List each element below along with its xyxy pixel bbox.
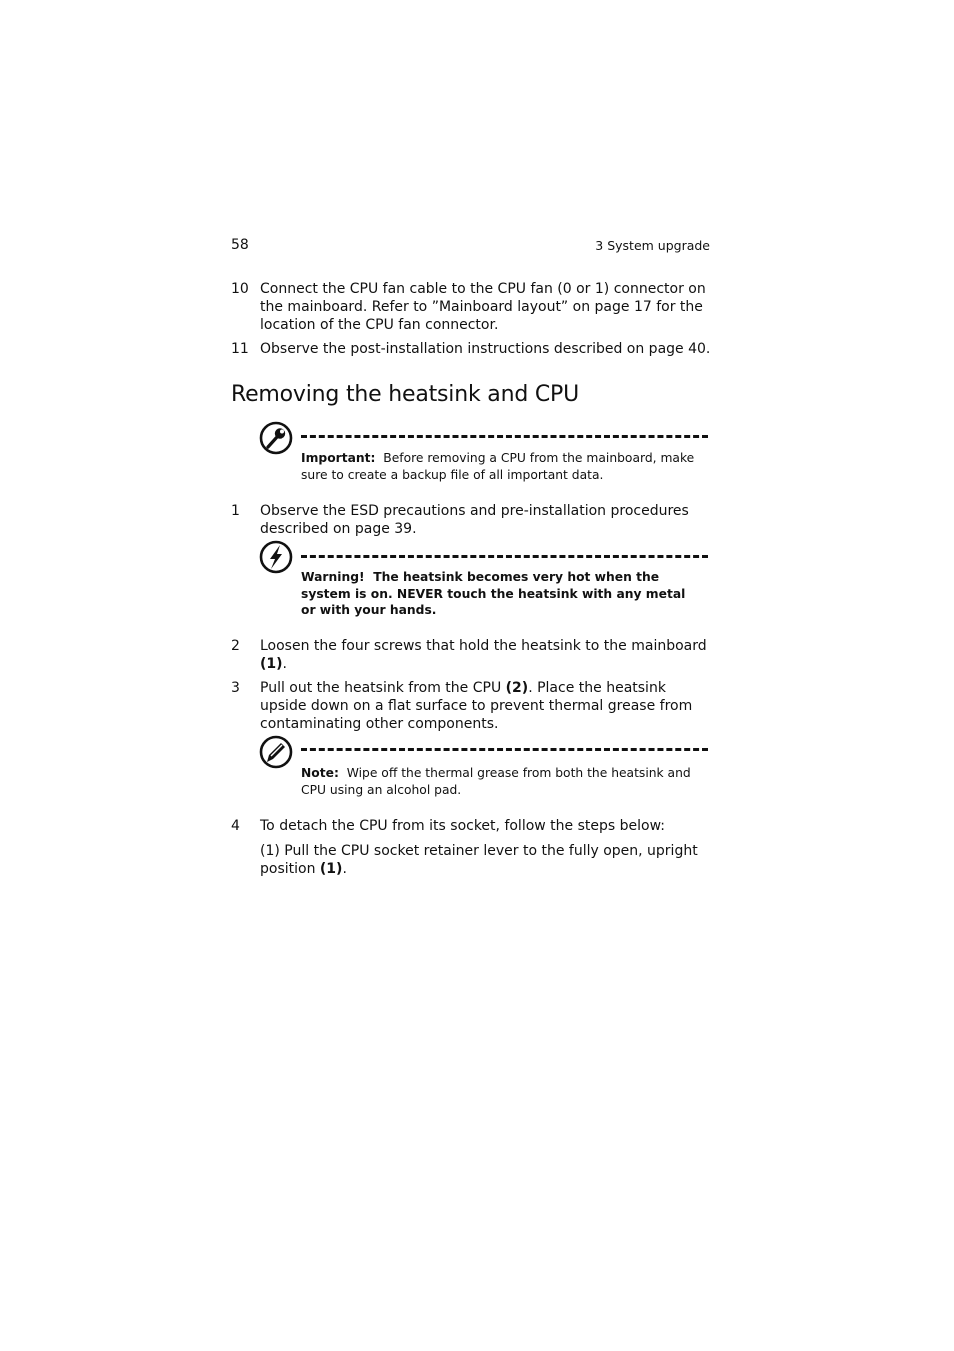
notice-divider: [301, 748, 708, 751]
step-text: Observe the ESD precautions and pre-installation procedures described on page 39.: [260, 503, 689, 537]
step-number: 11: [231, 341, 249, 357]
list-item: [231, 637, 711, 673]
note-text: Wipe off the thermal grease from both the heatsink and CPU using an alcohol pad.: [301, 766, 691, 797]
important-notice: [301, 450, 701, 483]
callout-ref: (1): [260, 656, 283, 672]
step-number: 3: [231, 680, 240, 696]
notice-divider: [301, 435, 708, 438]
step-text: Pull out the heatsink from the CPU (2). Place the heatsink upside down on a flat surface to prevent thermal grease from contaminating other components.: [260, 680, 693, 732]
step-number: 4: [231, 818, 240, 834]
notice-divider: [301, 555, 708, 558]
step-number: 1: [231, 503, 240, 519]
lightning-icon: [259, 540, 293, 574]
list-item: [231, 817, 711, 835]
note-label: Note:: [301, 766, 339, 780]
step-number: 10: [231, 281, 249, 297]
wrench-icon: [259, 421, 293, 455]
step-text: To detach the CPU from its socket, follow the steps below:: [260, 818, 665, 834]
step-text: Loosen the four screws that hold the heatsink to the mainboard (1).: [260, 638, 707, 672]
step-text: Observe the post-installation instructions described on page 40.: [260, 341, 711, 357]
step-text: Connect the CPU fan cable to the CPU fan (0 or 1) connector on the mainboard. Refer to ”Mainboard layout” on page 17 for the location of the CPU fan connector.: [260, 281, 706, 333]
section-title: Removing the heatsink and CPU: [231, 382, 580, 407]
warning-text: The heatsink becomes very hot when the system is on. NEVER touch the heatsink with any metal or with your hands.: [301, 570, 686, 617]
list-item: [231, 340, 711, 358]
note-notice: [301, 765, 701, 798]
callout-ref: (2): [505, 680, 529, 696]
sub-step: [231, 842, 711, 878]
step-number: 2: [231, 638, 240, 654]
list-item: [231, 502, 711, 538]
callout-ref: (1): [319, 861, 343, 877]
important-text: Before removing a CPU from the mainboard, make sure to create a backup file of all important data.: [301, 451, 695, 482]
warning-label: Warning!: [301, 570, 365, 584]
page-number: 58: [231, 237, 249, 253]
list-item: [231, 679, 711, 733]
important-label: Important:: [301, 451, 376, 465]
pencil-icon: [259, 735, 293, 769]
list-item: [231, 280, 711, 334]
warning-notice: [301, 569, 701, 619]
sub-step-text: (1) Pull the CPU socket retainer lever to the fully open, upright position (1).: [260, 843, 698, 877]
running-header: 3 System upgrade: [595, 238, 710, 253]
